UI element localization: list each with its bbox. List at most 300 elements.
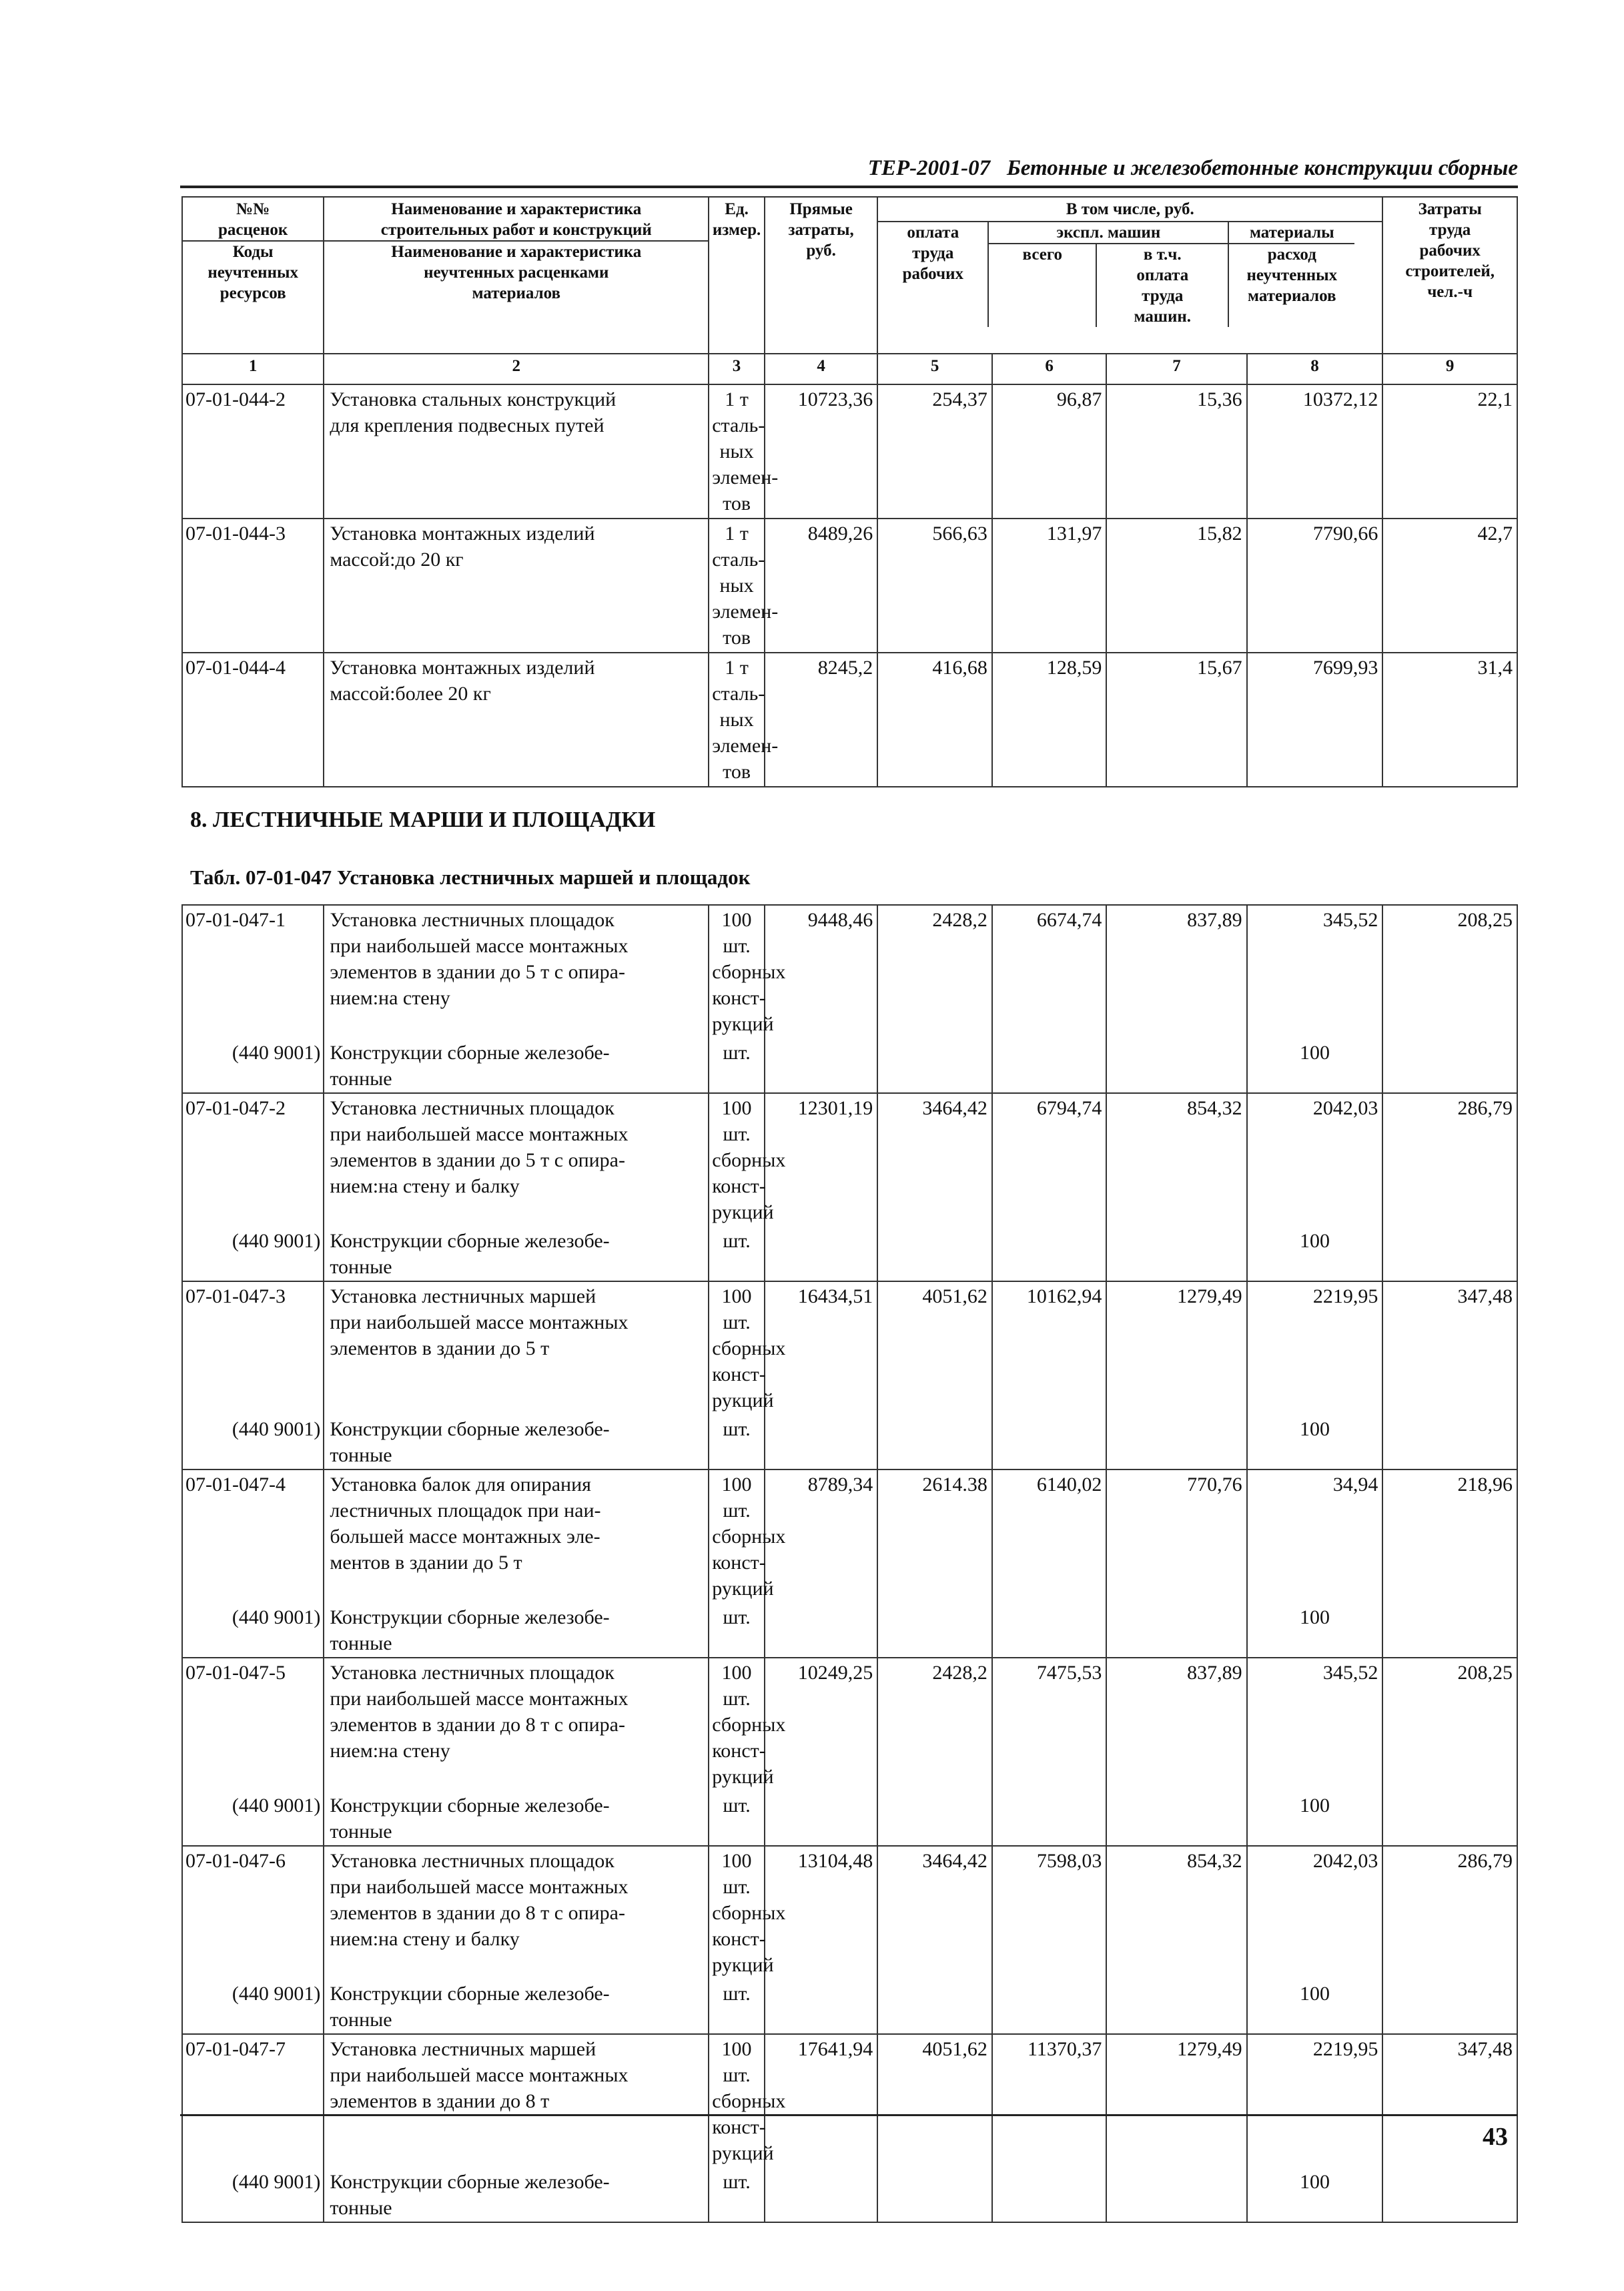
resource-name-line: Конструкции сборные железобе-	[330, 1418, 610, 1440]
rate-unit-line: 1 т	[725, 388, 749, 410]
header-line: машин.	[1134, 308, 1192, 326]
rate-unit-line: 100 шт.	[721, 909, 752, 957]
labor-hours: 347,48	[1382, 2034, 1517, 2168]
empty-cell	[992, 1603, 1107, 1658]
rate-code: 07-01-047-4	[182, 1469, 324, 1603]
rate-unit-line: сборных	[712, 1902, 786, 1924]
labor-hours: 218,96	[1382, 1469, 1517, 1603]
rate-unit-line: сталь-	[712, 683, 765, 705]
wages: 2614.38	[877, 1469, 992, 1603]
machine-wages: 770,76	[1106, 1469, 1246, 1603]
rate-unit-line: рукций	[712, 1013, 774, 1035]
machine-wages: 15,67	[1106, 653, 1246, 787]
rate-name	[324, 1658, 709, 1791]
machine-wages: 1279,49	[1106, 2034, 1246, 2168]
empty-cell	[992, 1227, 1107, 1281]
rate-row	[182, 653, 1517, 787]
materials: 34,94	[1247, 1469, 1383, 1603]
labor-hours: 208,25	[1382, 905, 1517, 1038]
rate-name-line: Установка лестничных площадок	[330, 1850, 615, 1872]
direct-costs: 8245,2	[765, 653, 877, 787]
rate-code: 07-01-044-4	[182, 653, 324, 787]
rate-row	[182, 1281, 1517, 1415]
direct-costs: 10249,25	[765, 1658, 877, 1791]
empty-cell	[1106, 1979, 1246, 2034]
head-col9	[1382, 197, 1517, 354]
resource-row	[182, 1791, 1517, 1846]
machine-costs: 131,97	[992, 519, 1107, 653]
wages: 4051,62	[877, 1281, 992, 1415]
rate-unit-line: элемен-	[712, 466, 779, 488]
rate-name-line: при наибольшей массе монтажных	[330, 1876, 629, 1898]
resource-code: (440 9001)	[182, 1227, 324, 1281]
head-group-title: В том числе, руб.	[878, 198, 1382, 222]
head-machines	[989, 222, 1229, 327]
rate-unit-line: сборных	[712, 1714, 786, 1736]
machine-wages: 837,89	[1106, 905, 1246, 1038]
resource-name-line: тонные	[330, 1256, 392, 1278]
head-col2	[324, 197, 709, 354]
resource-name-line: Конструкции сборные железобе-	[330, 1042, 610, 1064]
header-line: труда	[1142, 287, 1184, 305]
header-line: Затраты	[1418, 200, 1482, 218]
resource-quantity: 100	[1247, 1979, 1383, 2034]
rate-unit-line: сборных	[712, 961, 786, 983]
colnum-2: 2	[324, 354, 709, 384]
rate-unit	[709, 519, 779, 653]
rate-unit	[709, 905, 786, 1038]
empty-cell	[765, 1979, 877, 2034]
rate-name	[324, 1846, 709, 1979]
rate-unit-line: сталь-	[712, 549, 765, 571]
rate-unit-line: 100 шт.	[721, 1850, 752, 1898]
rate-name-line: элементов в здании до 5 т с опира-	[330, 961, 625, 983]
rate-row	[182, 1846, 1517, 1979]
colnum-6: 6	[992, 354, 1107, 384]
rate-code: 07-01-047-5	[182, 1658, 324, 1791]
header-line: строительных работ и конструкций	[380, 221, 652, 239]
labor-hours: 42,7	[1382, 519, 1517, 653]
header-line: неучтенных	[208, 264, 298, 282]
machine-costs: 7475,53	[992, 1658, 1107, 1791]
rate-row	[182, 1658, 1517, 1791]
empty-cell	[1382, 1227, 1517, 1281]
rate-unit-line: ных	[719, 575, 754, 597]
direct-costs: 12301,19	[765, 1093, 877, 1227]
empty-cell	[1106, 2168, 1246, 2222]
rate-name-line: при наибольшей массе монтажных	[330, 1311, 629, 1333]
rate-unit-line: тов	[723, 493, 751, 515]
labor-hours: 208,25	[1382, 1658, 1517, 1791]
column-numbers-row	[182, 354, 1517, 384]
rate-name-line: Установка стальных конструкций	[330, 388, 617, 410]
rate-name-line: элементов в здании до 8 т с опира-	[330, 1714, 625, 1736]
header-line: материалов	[472, 284, 561, 302]
materials: 2219,95	[1247, 2034, 1383, 2168]
rate-name	[324, 905, 709, 1038]
rate-unit-line: рукций	[712, 1201, 774, 1223]
head-col8	[1229, 244, 1354, 306]
empty-cell	[765, 1415, 877, 1469]
rate-unit-line: 100 шт.	[721, 1474, 752, 1522]
header-line: измер.	[712, 221, 761, 239]
empty-cell	[1382, 1979, 1517, 2034]
running-header	[767, 156, 1518, 181]
empty-cell	[1106, 1038, 1246, 1093]
header-line: №№	[236, 200, 270, 218]
header-line: расценок	[218, 221, 288, 239]
rate-unit	[709, 653, 779, 787]
rate-name-line: Установка монтажных изделий	[330, 523, 595, 545]
empty-cell	[1106, 1227, 1246, 1281]
machine-costs: 10162,94	[992, 1281, 1107, 1415]
header-line: расход	[1267, 246, 1316, 264]
materials: 7699,93	[1247, 653, 1383, 787]
rate-unit-line: рукций	[712, 1389, 774, 1411]
rate-name-line: массой:более 20 кг	[330, 683, 491, 705]
resource-name-line: тонные	[330, 1444, 392, 1466]
labor-hours: 22,1	[1382, 384, 1517, 519]
rate-unit	[709, 2034, 786, 2168]
wages: 3464,42	[877, 1093, 992, 1227]
resource-name-line: тонные	[330, 1632, 392, 1654]
resource-unit: шт.	[709, 1603, 765, 1658]
header-line: затраты,	[788, 221, 854, 239]
rate-name-line: лестничных площадок при наи-	[330, 1500, 601, 1522]
rate-code: 07-01-047-1	[182, 905, 324, 1038]
rate-unit-line: сборных	[712, 1149, 786, 1171]
resource-name-line: тонные	[330, 1068, 392, 1090]
rate-name-line: при наибольшей массе монтажных	[330, 1688, 629, 1710]
rate-unit	[709, 1469, 786, 1603]
rate-row	[182, 1093, 1517, 1227]
rate-code: 07-01-047-7	[182, 2034, 324, 2168]
resource-code: (440 9001)	[182, 2168, 324, 2222]
rate-row	[182, 905, 1517, 1038]
resource-unit: шт.	[709, 1038, 765, 1093]
resource-unit: шт.	[709, 1979, 765, 2034]
rate-name	[324, 1469, 709, 1603]
header-line: труда	[1429, 221, 1471, 239]
rate-unit-line: конст-	[712, 1928, 766, 1950]
resource-name	[324, 1415, 709, 1469]
rate-unit-line: рукций	[712, 1954, 774, 1976]
colnum-1: 1	[182, 354, 324, 384]
rate-name	[324, 2034, 709, 2168]
empty-cell	[992, 1415, 1107, 1469]
rate-unit	[709, 1846, 786, 1979]
header-line: строителей,	[1405, 262, 1495, 280]
rate-name-line: элементов в здании до 8 т с опира-	[330, 1902, 625, 1924]
rate-code: 07-01-044-3	[182, 519, 324, 653]
machine-wages: 837,89	[1106, 1658, 1246, 1791]
resource-name-line: тонные	[330, 1821, 392, 1843]
rates-table-047	[181, 904, 1518, 2223]
machine-costs: 6794,74	[992, 1093, 1107, 1227]
rate-row	[182, 384, 1517, 519]
resource-name-line: тонные	[330, 2197, 392, 2219]
materials: 2042,03	[1247, 1846, 1383, 1979]
head-col3	[709, 197, 765, 354]
header-rule	[180, 186, 1518, 188]
labor-hours: 31,4	[1382, 653, 1517, 787]
resource-code: (440 9001)	[182, 1791, 324, 1846]
resource-name-line: Конструкции сборные железобе-	[330, 2171, 610, 2193]
materials: 345,52	[1247, 1658, 1383, 1791]
colnum-9: 9	[1382, 354, 1517, 384]
rates-047-body	[182, 905, 1517, 2222]
head-materials	[1229, 222, 1354, 327]
machine-costs: 6674,74	[992, 905, 1107, 1038]
empty-cell	[1382, 1603, 1517, 1658]
wages: 2428,2	[877, 905, 992, 1038]
machine-costs: 11370,37	[992, 2034, 1107, 2168]
direct-costs: 16434,51	[765, 1281, 877, 1415]
rate-unit-line: конст-	[712, 2116, 766, 2138]
rate-name	[324, 384, 709, 519]
rate-unit-line: сборных	[712, 1526, 786, 1548]
resource-name	[324, 1227, 709, 1281]
direct-costs: 13104,48	[765, 1846, 877, 1979]
rate-name-line: Установка лестничных маршей	[330, 2038, 596, 2060]
empty-cell	[765, 1227, 877, 1281]
wages: 2428,2	[877, 1658, 992, 1791]
empty-cell	[877, 1227, 992, 1281]
rate-unit-line: элемен-	[712, 735, 779, 757]
machine-costs: 7598,03	[992, 1846, 1107, 1979]
empty-cell	[765, 2168, 877, 2222]
rate-name-line: элементов в здании до 5 т с опира-	[330, 1149, 625, 1171]
section-heading: 8. ЛЕСТНИЧНЫЕ МАРШИ И ПЛОЩАДКИ	[190, 807, 656, 832]
rate-name-line: элементов в здании до 5 т	[330, 1337, 550, 1359]
empty-cell	[1106, 1415, 1246, 1469]
materials: 10372,12	[1247, 384, 1383, 519]
machine-wages: 854,32	[1106, 1093, 1246, 1227]
rate-unit-line: конст-	[712, 1175, 766, 1197]
rate-name-line: Установка лестничных площадок	[330, 909, 615, 931]
labor-hours: 286,79	[1382, 1093, 1517, 1227]
rate-name	[324, 1281, 709, 1415]
resource-name-line: Конструкции сборные железобе-	[330, 1230, 610, 1252]
colnum-7: 7	[1106, 354, 1246, 384]
rate-name-line: Установка лестничных маршей	[330, 1285, 596, 1307]
resource-name	[324, 1791, 709, 1846]
rate-name-line: Установка лестничных площадок	[330, 1097, 615, 1119]
rate-name-line: нием:на стену и балку	[330, 1928, 520, 1950]
header-line: материалов	[1248, 287, 1336, 305]
head-col4	[765, 197, 877, 354]
rate-unit-line: конст-	[712, 1552, 766, 1574]
rate-unit-line: элемен-	[712, 601, 779, 623]
colnum-4: 4	[765, 354, 877, 384]
rate-name	[324, 653, 709, 787]
empty-cell	[992, 1038, 1107, 1093]
materials: 7790,66	[1247, 519, 1383, 653]
head-col6: всего	[989, 244, 1097, 327]
header-line: Коды	[232, 243, 274, 261]
header-line: неучтенных	[1246, 266, 1338, 284]
header-line: оплата	[907, 224, 959, 242]
empty-cell	[1382, 1415, 1517, 1469]
resource-row	[182, 1227, 1517, 1281]
rate-unit-line: сборных	[712, 1337, 786, 1359]
labor-hours: 347,48	[1382, 1281, 1517, 1415]
colnum-5: 5	[877, 354, 992, 384]
head-col1	[182, 197, 324, 354]
header-line: рабочих	[1419, 242, 1481, 260]
empty-cell	[992, 2168, 1107, 2222]
resource-row	[182, 1415, 1517, 1469]
wages: 416,68	[877, 653, 992, 787]
header-line: труда	[912, 244, 954, 262]
head-col5	[878, 222, 989, 327]
head-machines-title: экспл. машин	[989, 222, 1228, 244]
doc-code: ТЕР-2001-07	[867, 156, 991, 180]
resource-unit: шт.	[709, 1415, 765, 1469]
rate-name-line: нием:на стену	[330, 987, 450, 1009]
resource-name	[324, 2168, 709, 2222]
rate-unit	[709, 384, 779, 519]
rate-unit-line: конст-	[712, 1363, 766, 1385]
rate-name-line: при наибольшей массе монтажных	[330, 2064, 629, 2086]
resource-quantity: 100	[1247, 1791, 1383, 1846]
resource-unit: шт.	[709, 1227, 765, 1281]
footer-rule	[180, 2114, 1518, 2116]
empty-cell	[1106, 1791, 1246, 1846]
materials: 2219,95	[1247, 1281, 1383, 1415]
empty-cell	[877, 1415, 992, 1469]
resource-quantity: 100	[1247, 2168, 1383, 2222]
resource-name	[324, 1603, 709, 1658]
rate-name-line: элементов в здании до 8 т	[330, 2090, 550, 2112]
rate-unit-line: ных	[719, 709, 754, 731]
rate-name-line: ментов в здании до 5 т	[330, 1552, 522, 1574]
rates-table-044	[181, 196, 1518, 787]
machine-costs: 96,87	[992, 384, 1107, 519]
resource-quantity: 100	[1247, 1415, 1383, 1469]
resource-row	[182, 1603, 1517, 1658]
empty-cell	[877, 1979, 992, 2034]
direct-costs: 10723,36	[765, 384, 877, 519]
header-line: Наименование и характеристика	[391, 200, 642, 218]
machine-costs: 128,59	[992, 653, 1107, 787]
rate-unit-line: тов	[723, 627, 751, 649]
rate-row	[182, 519, 1517, 653]
header-line: неучтенных расценками	[424, 264, 609, 282]
rate-name	[324, 1093, 709, 1227]
empty-cell	[765, 1603, 877, 1658]
rate-unit	[709, 1093, 786, 1227]
rate-name-line: Установка балок для опирания	[330, 1474, 591, 1496]
rate-code: 07-01-047-6	[182, 1846, 324, 1979]
header-line: рабочих	[902, 265, 964, 283]
rate-unit-line: 100 шт.	[721, 1097, 752, 1145]
rate-unit-line: тов	[723, 761, 751, 783]
rate-unit-line: сталь-	[712, 414, 765, 436]
empty-cell	[992, 1791, 1107, 1846]
resource-row	[182, 1979, 1517, 2034]
header-line: Ед.	[725, 200, 749, 218]
empty-cell	[765, 1038, 877, 1093]
header-line: в т.ч.	[1143, 246, 1182, 264]
resource-name-line: Конструкции сборные железобе-	[330, 1794, 610, 1817]
wages: 3464,42	[877, 1846, 992, 1979]
rate-name	[324, 519, 709, 653]
rate-unit	[709, 1658, 786, 1791]
head-materials-title: материалы	[1229, 222, 1354, 244]
table-caption: Табл. 07-01-047 Установка лестничных маршей и площадок	[190, 866, 751, 889]
colnum-8: 8	[1247, 354, 1383, 384]
rate-name-line: при наибольшей массе монтажных	[330, 1123, 629, 1145]
direct-costs: 17641,94	[765, 2034, 877, 2168]
rate-unit	[709, 1281, 786, 1415]
rate-name-line: при наибольшей массе монтажных	[330, 935, 629, 957]
rate-name-line: Установка монтажных изделий	[330, 657, 595, 679]
page-number: 43	[1483, 2123, 1508, 2151]
rate-name-line: нием:на стену	[330, 1740, 450, 1762]
header-line: ресурсов	[220, 284, 286, 302]
rate-unit-line: конст-	[712, 1740, 766, 1762]
resource-unit: шт.	[709, 2168, 765, 2222]
empty-cell	[1382, 1038, 1517, 1093]
rate-unit-line: рукций	[712, 2142, 774, 2164]
resource-quantity: 100	[1247, 1603, 1383, 1658]
doc-title: Бетонные и железобетонные конструкции сборные	[1006, 156, 1518, 180]
materials: 2042,03	[1247, 1093, 1383, 1227]
empty-cell	[1106, 1603, 1246, 1658]
empty-cell	[992, 1979, 1107, 2034]
rate-code: 07-01-044-2	[182, 384, 324, 519]
rate-unit-line: сборных	[712, 2090, 786, 2112]
head-col7	[1097, 244, 1228, 327]
resource-row	[182, 1038, 1517, 1093]
rate-unit-line: рукций	[712, 1766, 774, 1788]
empty-cell	[1382, 2168, 1517, 2222]
resource-row	[182, 2168, 1517, 2222]
resource-name	[324, 1979, 709, 2034]
rate-name-line: для крепления подвесных путей	[330, 414, 604, 436]
rate-unit-line: 100 шт.	[721, 2038, 752, 2086]
header-line: чел.-ч	[1427, 283, 1473, 301]
resource-code: (440 9001)	[182, 1603, 324, 1658]
resource-quantity: 100	[1247, 1227, 1383, 1281]
machine-wages: 15,82	[1106, 519, 1246, 653]
head-group	[877, 197, 1382, 354]
empty-cell	[877, 1791, 992, 1846]
rates-044-body	[182, 384, 1517, 787]
rate-unit-line: 1 т	[725, 523, 749, 545]
rate-code: 07-01-047-3	[182, 1281, 324, 1415]
rate-name-line: нием:на стену и балку	[330, 1175, 520, 1197]
empty-cell	[877, 1603, 992, 1658]
rate-unit-line: конст-	[712, 987, 766, 1009]
rate-name-line: массой:до 20 кг	[330, 549, 464, 571]
resource-unit: шт.	[709, 1791, 765, 1846]
direct-costs: 8489,26	[765, 519, 877, 653]
empty-cell	[877, 2168, 992, 2222]
machine-wages: 854,32	[1106, 1846, 1246, 1979]
materials: 345,52	[1247, 905, 1383, 1038]
direct-costs: 9448,46	[765, 905, 877, 1038]
header-line: оплата	[1136, 266, 1189, 284]
resource-name-line: тонные	[330, 2009, 392, 2031]
rate-row	[182, 2034, 1517, 2168]
header-line: руб.	[806, 242, 836, 260]
resource-quantity: 100	[1247, 1038, 1383, 1093]
rate-name-line: большей массе монтажных эле-	[330, 1526, 600, 1548]
resource-code: (440 9001)	[182, 1415, 324, 1469]
rate-unit-line: 100 шт.	[721, 1662, 752, 1710]
